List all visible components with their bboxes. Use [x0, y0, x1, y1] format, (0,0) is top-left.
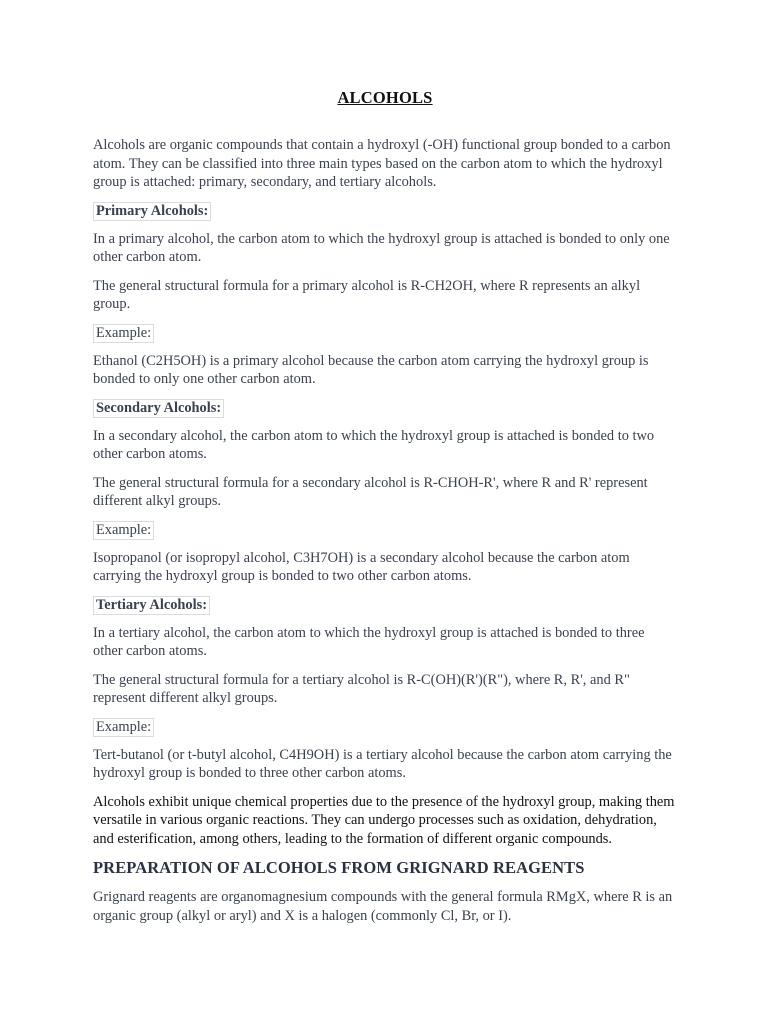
primary-definition: In a primary alcohol, the carbon atom to which the hydroxyl group is attached is bonded to only one other carbon atom. — [93, 230, 670, 265]
primary-example: Ethanol (C2H5OH) is a primary alcohol because the carbon atom carrying the hydroxyl group is bonded to only one other carbon atom. — [93, 352, 649, 387]
tertiary-example: Tert-butanol (or t-butyl alcohol, C4H9OH) is a tertiary alcohol because the carbon atom carrying the hydroxyl group is bonded to three other carbon atoms. — [93, 746, 672, 781]
grignard-heading: PREPARATION OF ALCOHOLS FROM GRIGNARD REAGENTS — [93, 858, 585, 877]
secondary-example: Isopropanol (or isopropyl alcohol, C3H7OH) is a secondary alcohol because the carbon atom carrying the hydroxyl group is bonded to two other carbon atoms. — [93, 549, 630, 584]
tertiary-heading: Tertiary Alcohols: — [93, 596, 210, 615]
secondary-definition: In a secondary alcohol, the carbon atom to which the hydroxyl group is attached is bonded to two other carbon atoms. — [93, 427, 655, 462]
primary-example-label: Example: — [93, 324, 154, 343]
grignard-paragraph: Grignard reagents are organomagnesium compounds with the general formula RMgX, where R is an organic group (alkyl or aryl) and X is a halogen (commonly Cl, Br, or I). — [93, 889, 673, 924]
secondary-heading: Secondary Alcohols: — [93, 399, 224, 418]
properties-paragraph: Alcohols exhibit unique chemical properties due to the presence of the hydroxyl group, making them versatile in various organic reactions. They can undergo processes such as oxidation, dehydration, and esterification, among others, leading to the formation of different organic compounds. — [93, 793, 675, 847]
secondary-formula: The general structural formula for a secondary alcohol is R-CHOH-R', where R and R' represent different alkyl groups. — [93, 474, 648, 509]
tertiary-definition: In a tertiary alcohol, the carbon atom to which the hydroxyl group is attached is bonded to three other carbon atoms. — [93, 624, 645, 659]
primary-heading: Primary Alcohols: — [93, 202, 211, 221]
intro-paragraph: Alcohols are organic compounds that contain a hydroxyl (-OH) functional group bonded to a carbon atom. They can be classified into three main types based on the carbon atom to which the hydroxyl group is attached: primary, secondary, and tertiary alcohols. — [93, 137, 671, 190]
tertiary-formula: The general structural formula for a tertiary alcohol is R-C(OH)(R')(R"), where R, R', and R" represent different alkyl groups. — [93, 671, 630, 706]
tertiary-example-label: Example: — [93, 718, 154, 737]
page-title: ALCOHOLS — [337, 88, 433, 107]
document-body — [93, 88, 677, 935]
secondary-example-label: Example: — [93, 521, 154, 540]
primary-formula: The general structural formula for a primary alcohol is R-CH2OH, where R represents an alkyl group. — [93, 277, 641, 312]
